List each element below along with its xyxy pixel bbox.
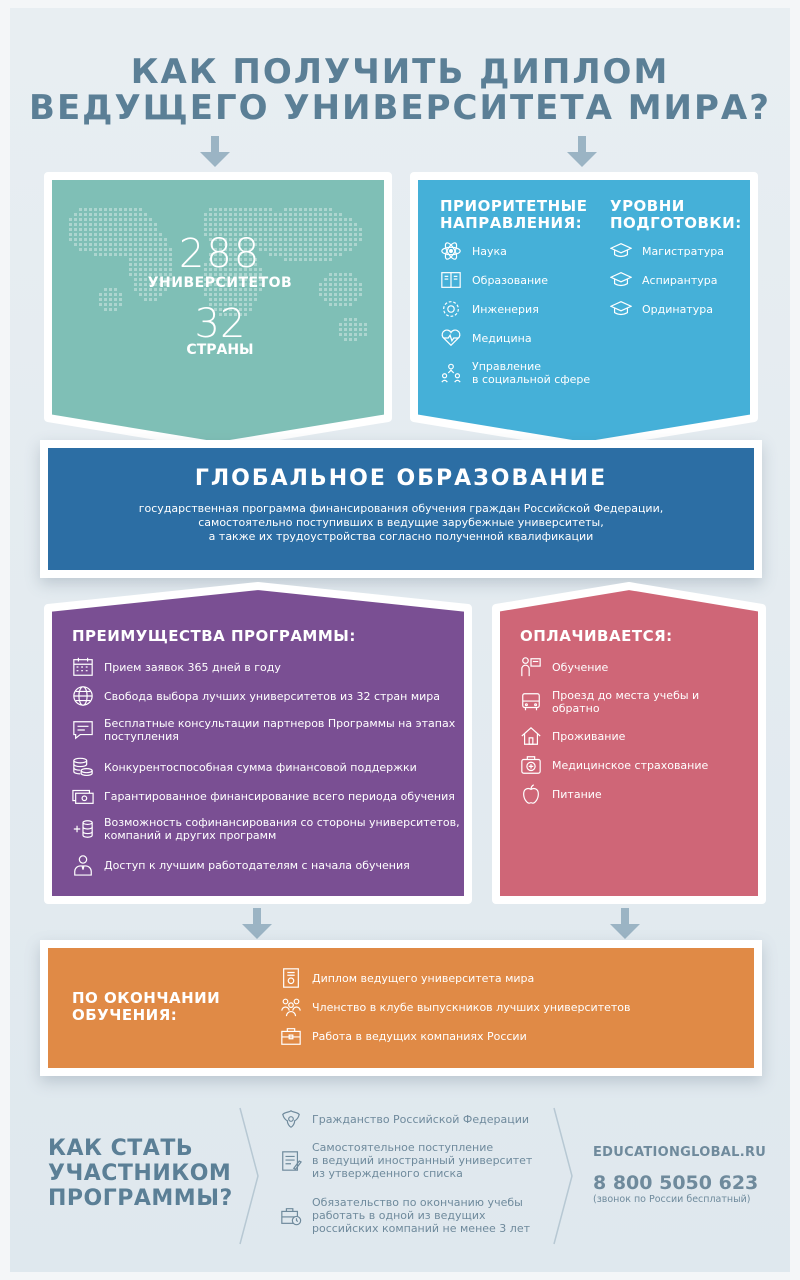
completion-item: Диплом ведущего университета мира: [280, 967, 534, 989]
heart-pulse-icon: [440, 327, 462, 349]
gear-icon: [440, 298, 462, 320]
countries-label: СТРАНЫ: [186, 342, 254, 358]
paid-item: Обучение: [520, 656, 608, 678]
level-item: Аспирантура: [610, 269, 717, 291]
direction-item: Медицина: [440, 327, 532, 349]
globe-icon: [72, 685, 94, 707]
phone-number[interactable]: 8 800 5050 623: [593, 1172, 759, 1194]
graduation-cap-icon: [610, 240, 632, 262]
arrow-down-icon: [242, 908, 272, 940]
medkit-icon: [520, 754, 542, 776]
chat-icon: [72, 719, 94, 741]
level-item: Ординатура: [610, 298, 713, 320]
completion-title: ПО ОКОНЧАНИИ ОБУЧЕНИЯ:: [72, 989, 221, 1024]
completion-item: Членство в клубе выпускников лучших университетов: [280, 996, 631, 1018]
graduation-cap-icon: [610, 269, 632, 291]
infographic: [10, 8, 790, 1272]
advantage-item: Свобода выбора лучших университетов из 32 стран мира: [72, 685, 440, 707]
document-icon: [280, 1150, 302, 1172]
apple-icon: [520, 783, 542, 805]
atom-icon: [440, 240, 462, 262]
advantage-item: Бесплатные консультации партнеров Программы на этапах поступления: [72, 717, 455, 743]
arrow-down-icon: [200, 136, 230, 168]
advantage-item: Возможность софинансирования со стороны университетов, компаний и других программ: [72, 816, 460, 842]
global-desc-2: самостоятельно поступивших в ведущие зарубежные университеты,: [198, 516, 604, 529]
bus-icon: [520, 691, 542, 713]
graduation-cap-icon: [610, 298, 632, 320]
money-icon: [72, 785, 94, 807]
plus-coins-icon: [72, 818, 94, 840]
advantage-item: Прием заявок 365 дней в году: [72, 656, 281, 678]
people-icon: [440, 362, 462, 384]
levels-title: УРОВНИ ПОДГОТОВКИ:: [610, 197, 742, 232]
global-desc-1: государственная программа финансирования обучения граждан Российской Федерации,: [138, 502, 664, 515]
page-title-line1: КАК ПОЛУЧИТЬ ДИПЛОМ: [130, 52, 670, 92]
paid-item: Питание: [520, 783, 602, 805]
page-title-line2: ВЕДУЩЕГО УНИВЕРСИТЕТА МИРА?: [29, 88, 771, 128]
advantages-title: ПРЕИМУЩЕСТВА ПРОГРАММЫ:: [72, 627, 356, 645]
person-icon: [72, 854, 94, 876]
briefcase-clock-icon: [280, 1205, 302, 1227]
arrow-down-icon: [567, 136, 597, 168]
paid-item: Проживание: [520, 725, 625, 747]
site-link[interactable]: EDUCATIONGLOBAL.RU: [593, 1145, 767, 1160]
level-item: Магистратура: [610, 240, 724, 262]
howto-item: Гражданство Российской Федерации: [280, 1108, 529, 1130]
paid-item: Проезд до места учебы и обратно: [520, 689, 699, 715]
paid-title: ОПЛАЧИВАЕТСЯ:: [520, 627, 673, 645]
universities-count: 288: [178, 231, 262, 277]
howto-item: Обязательство по окончанию учебы работать в одной из ведущих российских компаний не менее 3 лет: [280, 1196, 530, 1235]
advantage-item: Конкурентоспособная сумма финансовой поддержки: [72, 756, 417, 778]
howto-item: Самостоятельное поступление в ведущий иностранный университет из утвержденного списка: [280, 1141, 532, 1180]
global-title: ГЛОБАЛЬНОЕ ОБРАЗОВАНИЕ: [194, 466, 608, 491]
countries-count: 32: [194, 301, 246, 347]
group-icon: [280, 996, 302, 1018]
advantage-item: Доступ к лучшим работодателям с начала обучения: [72, 854, 410, 876]
global-desc-3: а также их трудоустройства согласно полученной квалификации: [208, 530, 594, 543]
diploma-icon: [280, 967, 302, 989]
direction-item: Наука: [440, 240, 507, 262]
house-icon: [520, 725, 542, 747]
chevron-right-icon: [550, 1106, 580, 1246]
directions-title: ПРИОРИТЕТНЫЕ НАПРАВЛЕНИЯ:: [440, 197, 588, 232]
universities-label: УНИВЕРСИТЕТОВ: [147, 275, 293, 291]
completion-item: Работа в ведущих компаниях России: [280, 1025, 527, 1047]
direction-item: Образование: [440, 269, 548, 291]
direction-item: Инженерия: [440, 298, 539, 320]
direction-item: Управление в социальной сфере: [440, 360, 590, 386]
advantage-item: Гарантированное финансирование всего периода обучения: [72, 785, 455, 807]
phone-note: (звонок по России бесплатный): [593, 1194, 751, 1205]
emblem-icon: [280, 1108, 302, 1130]
arrow-down-icon: [610, 908, 640, 940]
chevron-right-icon: [236, 1106, 266, 1246]
howto-title: КАК СТАТЬ УЧАСТНИКОМ ПРОГРАММЫ?: [48, 1136, 233, 1211]
book-icon: [440, 269, 462, 291]
briefcase-icon: [280, 1025, 302, 1047]
teacher-icon: [520, 656, 542, 678]
calendar-icon: [72, 656, 94, 678]
paid-item: Медицинское страхование: [520, 754, 708, 776]
coins-icon: [72, 756, 94, 778]
